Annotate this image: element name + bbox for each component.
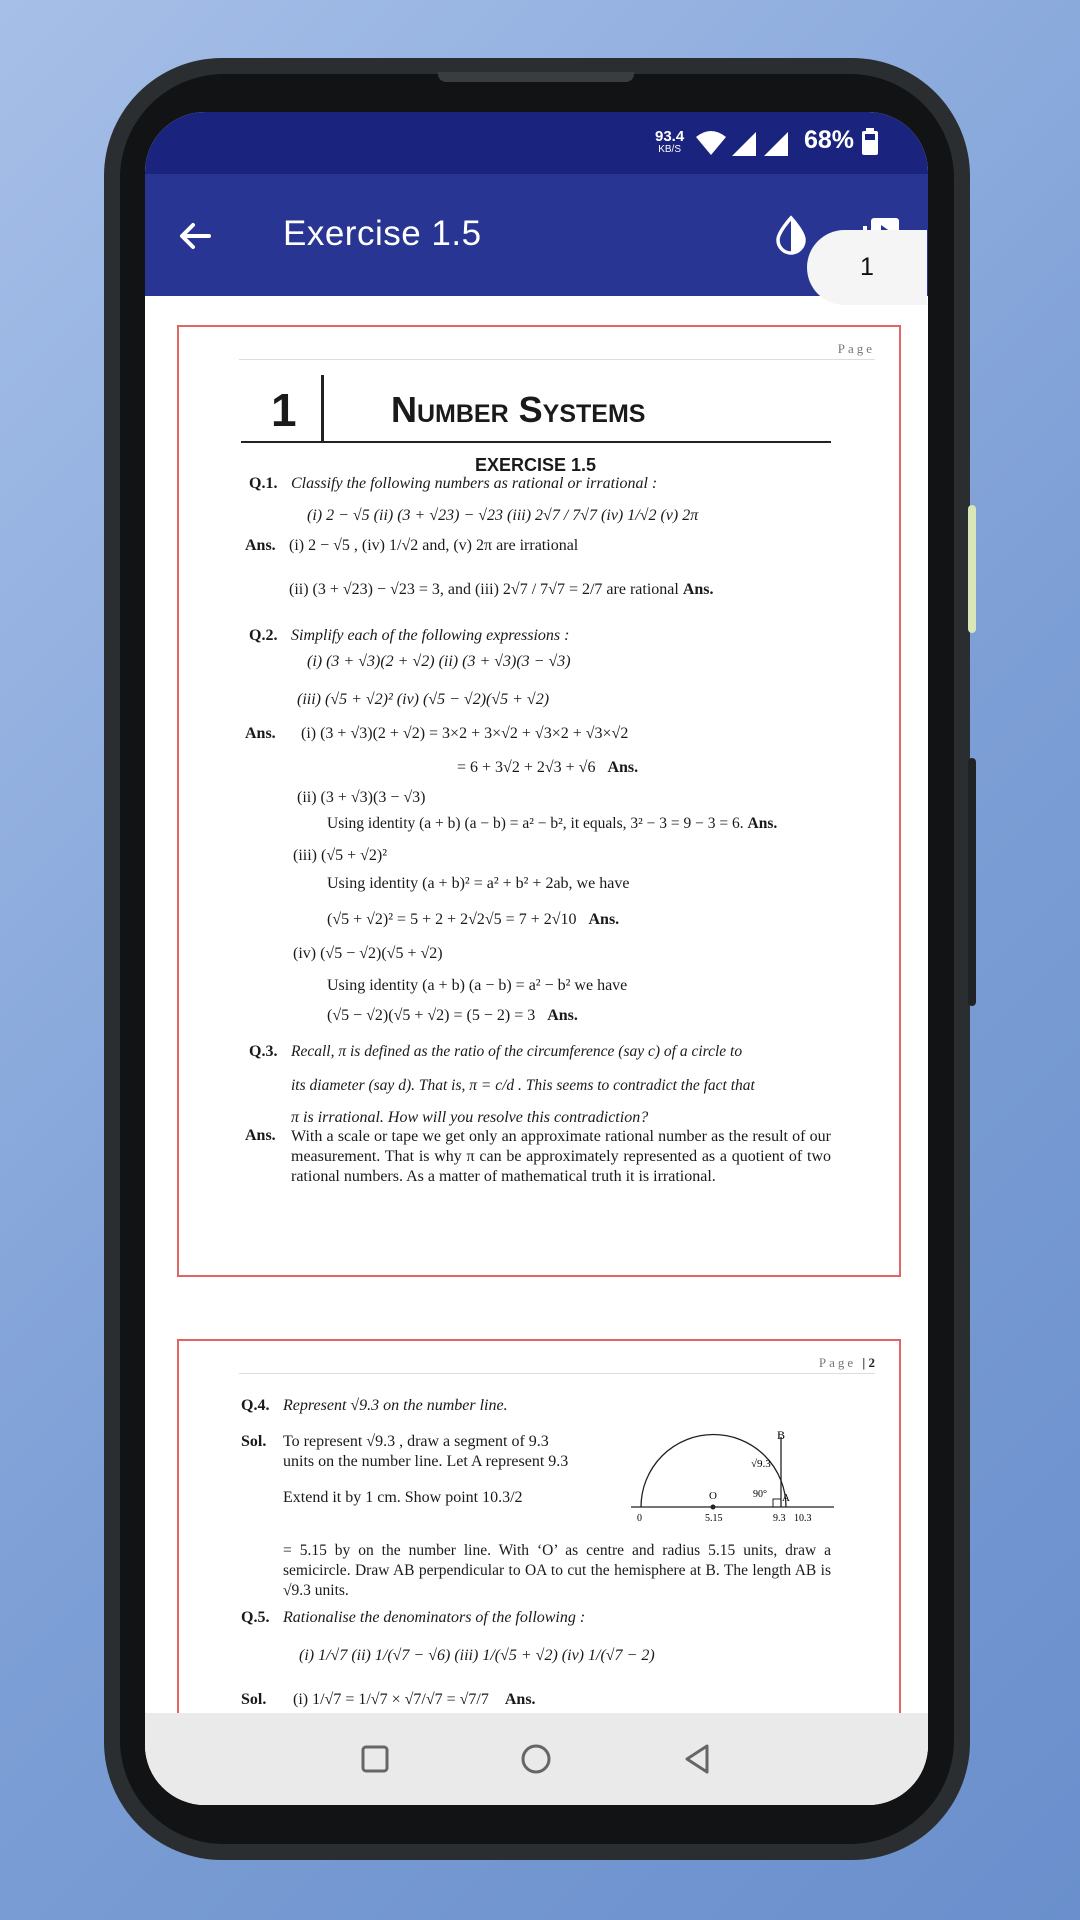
power-button <box>968 758 976 1006</box>
fig-label-root: √9.3 <box>751 1458 771 1470</box>
q1-text: Classify the following numbers as rational or irrational : <box>291 475 658 492</box>
network-speed-value: 93.4 <box>655 128 685 145</box>
q3-line2: its diameter (say d). That is, π = c/d . This seems to contradict the fact that <box>291 1077 755 1094</box>
q5-options: (i) 1/√7 (ii) 1/(√7 − √6) (iii) 1/(√5 + √2) (iv) 1/(√7 − 2) <box>299 1647 655 1664</box>
s4-line3: Extend it by 1 cm. Show point 10.3/2 <box>283 1489 523 1506</box>
a1-line1: (i) 2 − √5 , (iv) 1/√2 and, (v) 2π are irrational <box>289 537 579 554</box>
a1-line2: (ii) (3 + √23) − √23 = 3, and (iii) 2√7 / 7√7 = 2/7 are rational Ans. <box>289 581 714 598</box>
page-number-indicator: 1 <box>807 230 927 305</box>
a2-iv-line2: Using identity (a + b) (a − b) = a² − b² we have <box>327 977 628 994</box>
a3-label: Ans. <box>245 1127 276 1144</box>
network-speed-unit: KB/S <box>658 144 681 155</box>
fig-tick-93: 9.3 <box>773 1513 786 1524</box>
a2-iii-line1: (iii) (√5 + √2)² <box>293 847 388 864</box>
volume-button <box>968 505 976 633</box>
exercise-title: EXERCISE 1.5 <box>475 455 597 475</box>
navigation-bar <box>145 1713 928 1805</box>
status-bar <box>145 112 928 174</box>
battery-icon <box>861 128 879 156</box>
fig-tick-515: 5.15 <box>705 1513 723 1524</box>
a2-i-line2: = 6 + 3√2 + 2√3 + √6 Ans. <box>457 759 639 776</box>
page-header-label: Page | 2 <box>818 1355 875 1370</box>
wifi-icon <box>696 131 726 155</box>
a2-iii-line3: (√5 + √2)² = 5 + 2 + 2√2√5 = 7 + 2√10 Ans. <box>327 911 620 928</box>
fig-tick-0: 0 <box>637 1513 642 1524</box>
home-icon[interactable] <box>516 1739 556 1779</box>
network-speed <box>655 130 684 156</box>
s4-line1: To represent √9.3 , draw a segment of 9.3 <box>283 1433 549 1450</box>
fig-tick-103: 10.3 <box>794 1513 812 1524</box>
screen <box>145 112 928 1805</box>
q3-line3: π is irrational. How will you resolve this contradiction? <box>291 1109 649 1126</box>
q5-label: Q.5. <box>241 1609 270 1626</box>
chapter-number: 1 <box>271 384 297 436</box>
sol4-label: Sol. <box>241 1433 267 1450</box>
signal-icons <box>694 128 799 158</box>
q2-text: Simplify each of the following expressions : <box>291 627 570 644</box>
s4-para: = 5.15 by on the number line. With ‘O’ as centre and radius 5.15 units, draw a semicircle. Draw AB perpendicular to OA to cut the hemisphere at B. The length AB is √9.3 units. <box>283 1542 831 1599</box>
back-arrow-icon[interactable] <box>175 216 215 256</box>
a2-iv-line3: (√5 − √2)(√5 + √2) = (5 − 2) = 3 Ans. <box>327 1007 578 1024</box>
sol5-label: Sol. <box>241 1691 267 1708</box>
q2-label: Q.2. <box>249 627 278 644</box>
q4-text: Represent √9.3 on the number line. <box>283 1397 508 1414</box>
chapter-heading <box>241 375 831 443</box>
battery-percent: 68% <box>804 126 855 154</box>
a2-label: Ans. <box>245 725 276 742</box>
pdf-page-2 <box>177 1339 901 1741</box>
earpiece-speaker <box>438 72 634 82</box>
page-title: Exercise 1.5 <box>283 214 482 253</box>
a2-i-line1: (i) (3 + √3)(2 + √2) = 3×2 + 3×√2 + √3×2 + √3×√2 <box>301 725 629 742</box>
night-mode-icon[interactable] <box>770 214 812 256</box>
page-header-label: Page <box>837 341 875 356</box>
page-header-rule <box>239 359 875 360</box>
q5-text: Rationalise the denominators of the following : <box>283 1609 586 1626</box>
q1-label: Q.1. <box>249 475 278 492</box>
number-line-figure <box>629 1397 839 1532</box>
q1-options: (i) 2 − √5 (ii) (3 + √23) − √23 (iii) 2√7 / 7√7 (iv) 1/√2 (v) 2π <box>307 507 699 524</box>
a2-ii-line2: Using identity (a + b) (a − b) = a² − b², it equals, 3² − 3 = 9 − 3 = 6. Ans. <box>327 815 778 832</box>
q2-options-1: (i) (3 + √3)(2 + √2) (ii) (3 + √3)(3 − √3) <box>307 653 571 670</box>
a1-label: Ans. <box>245 537 276 554</box>
a3-text: With a scale or tape we get only an approximate rational number as the result of our measurement. That is why π can be approximately represented as a quotient of two rational numbers. As a matter of mathematical truth it is irrational. <box>291 1128 831 1185</box>
q2-options-2: (iii) (√5 + √2)² (iv) (√5 − √2)(√5 + √2) <box>297 691 550 708</box>
fig-label-angle: 90° <box>753 1489 767 1500</box>
q4-label: Q.4. <box>241 1397 270 1414</box>
s5-line1: (i) 1/√7 = 1/√7 × √7/√7 = √7/7 Ans. <box>293 1691 536 1708</box>
q3-line1: Recall, π is defined as the ratio of the circumference (say c) of a circle to <box>291 1043 743 1060</box>
fig-label-a: A <box>782 1492 790 1504</box>
chapter-title: Number Systems <box>391 389 646 430</box>
fig-label-b: B <box>777 1428 786 1442</box>
page-header-rule <box>239 1373 875 1374</box>
pdf-page-1 <box>177 325 901 1277</box>
q3-label: Q.3. <box>249 1043 278 1060</box>
chapter-divider <box>321 375 324 441</box>
back-nav-icon[interactable] <box>677 1739 717 1779</box>
a2-iii-line2: Using identity (a + b)² = a² + b² + 2ab, we have <box>327 875 630 892</box>
recent-apps-icon[interactable] <box>355 1739 395 1779</box>
a2-ii-line1: (ii) (3 + √3)(3 − √3) <box>297 789 426 806</box>
pdf-viewer[interactable] <box>145 296 928 1805</box>
fig-label-o: O <box>709 1490 717 1502</box>
cell-signal-icon <box>732 132 788 156</box>
s4-line2: units on the number line. Let A represent 9.3 <box>283 1453 569 1470</box>
a2-iv-line1: (iv) (√5 − √2)(√5 + √2) <box>293 945 443 962</box>
